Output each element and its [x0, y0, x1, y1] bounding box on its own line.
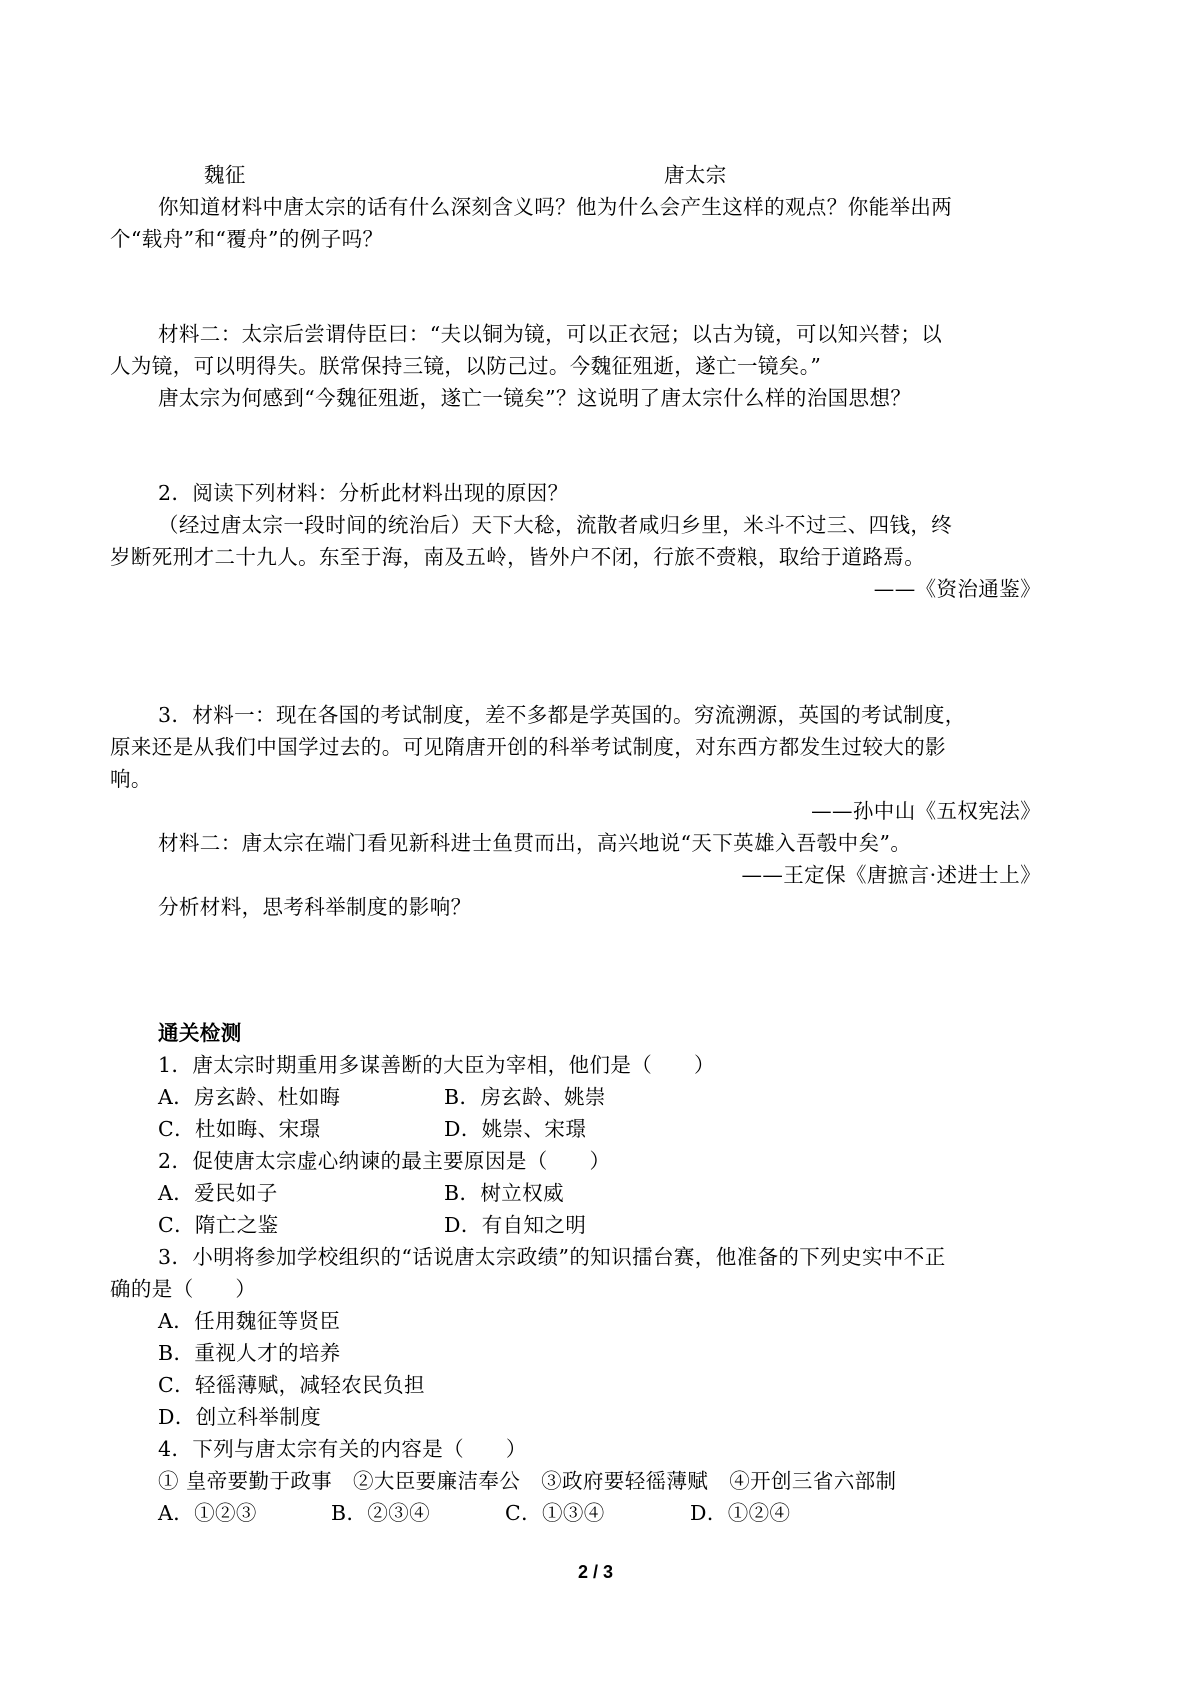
material2-question: 唐太宗为何感到“今魏征殂逝，遂亡一镜矣”？这说明了唐太宗什么样的治国思想？ — [158, 386, 912, 410]
quiz-q2-option-d: D．有自知之明 — [444, 1213, 587, 1237]
quiz-q3-stem-line1: 3．小明将参加学校组织的“话说唐太宗政绩”的知识擂台赛，他准备的下列史实中不正 — [158, 1245, 946, 1269]
quiz-heading: 通关检测 — [158, 1021, 242, 1045]
part3-line3: 响。 — [110, 767, 152, 791]
page-number: 2 / 3 — [577, 1562, 614, 1582]
quiz-q1-option-d: D．姚崇、宋璟 — [444, 1117, 587, 1141]
part3-question: 分析材料，思考科举制度的影响？ — [158, 895, 472, 919]
q1-line1: 你知道材料中唐太宗的话有什么深刻含义吗？他为什么会产生这样的观点？你能举出两 — [158, 195, 953, 219]
quiz-q1-option-a: A．房玄龄、杜如晦 — [158, 1085, 341, 1109]
quiz-q2-option-b: B．树立权威 — [444, 1181, 564, 1205]
material2-line2: 人为镜，可以明得失。朕常保持三镜，以防己过。今魏征殂逝，遂亡一镜矣。” — [110, 354, 822, 378]
quiz-q2-stem: 2．促使唐太宗虚心纳谏的最主要原因是（ ） — [158, 1149, 611, 1173]
part3-source2: ——王定保《唐摭言·述进士上》 — [741, 863, 1041, 887]
quiz-q4-option-a: A．①②③ — [158, 1501, 257, 1525]
quiz-q1-stem: 1．唐太宗时期重用多谋善断的大臣为宰相，他们是（ ） — [158, 1053, 715, 1077]
material2-line1: 材料二：太宗后尝谓侍臣曰：“夫以铜为镜，可以正衣冠；以古为镜，可以知兴替；以 — [158, 322, 943, 346]
part2-title: 2．阅读下列材料：分析此材料出现的原因？ — [158, 481, 569, 505]
quiz-q3-option-d: D．创立科举制度 — [158, 1405, 322, 1429]
quiz-q3-option-a: A．任用魏征等贤臣 — [158, 1309, 341, 1333]
q1-line2: 个“载舟”和“覆舟”的例子吗？ — [110, 227, 384, 251]
quiz-q4-stem: 4．下列与唐太宗有关的内容是（ ） — [158, 1437, 527, 1461]
part2-line2: 岁断死刑才二十九人。东至于海，南及五岭，皆外户不闭，行旅不赍粮，取给于道路焉。 — [110, 545, 926, 569]
quiz-q4-option-d: D．①②④ — [690, 1501, 791, 1525]
quiz-q2-option-a: A．爱民如子 — [158, 1181, 278, 1205]
quiz-q4-option-c: C．①③④ — [505, 1501, 605, 1525]
part2-source: ——《资治通鉴》 — [873, 577, 1041, 601]
part3-line2: 原来还是从我们中国学过去的。可见隋唐开创的科举考试制度，对东西方都发生过较大的影 — [110, 735, 946, 759]
quiz-q3-option-b: B．重视人才的培养 — [158, 1341, 341, 1365]
quiz-q1-option-c: C．杜如晦、宋璟 — [158, 1117, 321, 1141]
part2-line1: （经过唐太宗一段时间的统治后）天下大稔，流散者咸归乡里，米斗不过三、四钱，终 — [158, 513, 953, 537]
quiz-q2-option-c: C．隋亡之鉴 — [158, 1213, 279, 1237]
label-wei-zheng: 魏征 — [204, 163, 246, 187]
quiz-q1-option-b: B．房玄龄、姚崇 — [444, 1085, 606, 1109]
quiz-q4-items: ① 皇帝要勤于政事 ②大臣要廉洁奉公 ③政府要轻徭薄赋 ④开创三省六部制 — [158, 1469, 897, 1493]
quiz-q3-stem-line2: 确的是（ ） — [110, 1277, 257, 1301]
part3-material2: 材料二：唐太宗在端门看见新科进士鱼贯而出，高兴地说“天下英雄入吾彀中矣”。 — [158, 831, 912, 855]
quiz-q3-option-c: C．轻徭薄赋，减轻农民负担 — [158, 1373, 425, 1397]
part3-line1: 3．材料一：现在各国的考试制度，差不多都是学英国的。穷流溯源，英国的考试制度， — [158, 703, 966, 727]
quiz-q4-option-b: B．②③④ — [331, 1501, 431, 1525]
part3-source1: ——孙中山《五权宪法》 — [811, 799, 1041, 823]
label-tang-taizong: 唐太宗 — [664, 163, 727, 187]
